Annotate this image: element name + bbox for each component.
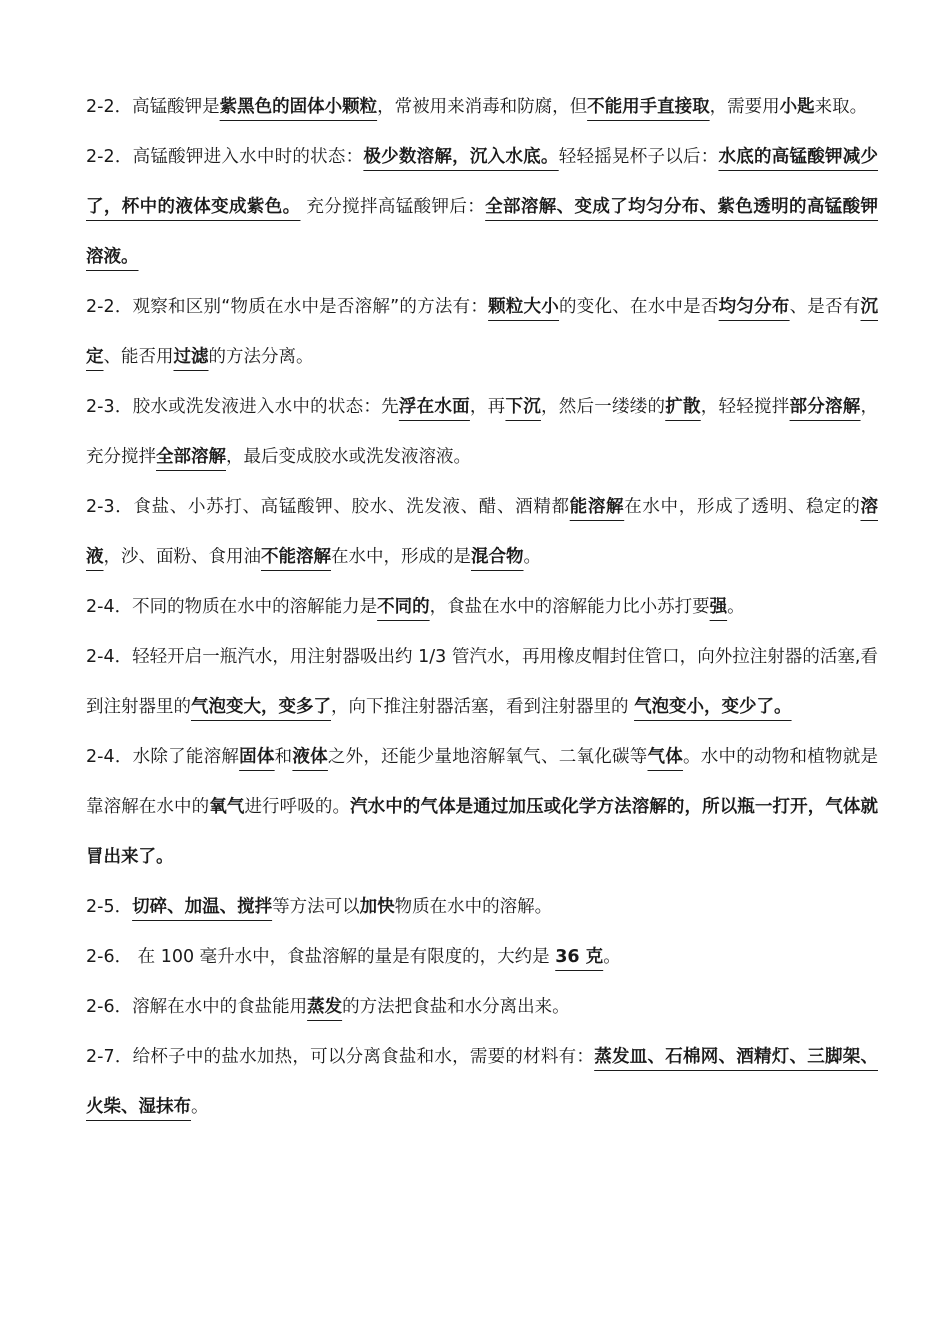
note-text: 2-4．不同的物质在水中的溶解能力是 bbox=[86, 597, 378, 617]
answer-term: 切碎、加温、搅拌 bbox=[132, 897, 273, 917]
answer-term: 液体 bbox=[292, 747, 328, 767]
note-text: 。 bbox=[191, 1097, 209, 1117]
note-text: ，食盐在水中的溶解能力比小苏打要 bbox=[429, 597, 710, 617]
note-text: 2-2．高锰酸钾进入水中时的状态： bbox=[86, 147, 364, 167]
note-text: 和 bbox=[274, 747, 293, 767]
note-text: 。 bbox=[603, 947, 621, 967]
note-paragraph bbox=[86, 932, 878, 982]
note-text: 2-5． bbox=[86, 897, 133, 917]
note-text: 2-2．高锰酸钾是 bbox=[86, 97, 220, 117]
note-text: 轻轻摇晃杯子以后： bbox=[558, 147, 719, 167]
bold-term: 汽水中的气体是通过加压或化学方法溶解的，所以瓶一打开，气体就冒出来了。 bbox=[86, 797, 879, 867]
answer-term: 全部溶解、变成了均匀分布、紫色透明的高锰酸钾溶液。 bbox=[86, 197, 879, 267]
note-text: ，充分搅拌 bbox=[86, 397, 879, 467]
note-paragraph bbox=[86, 132, 878, 282]
answer-term: 不同的 bbox=[377, 597, 430, 617]
note-paragraph bbox=[86, 282, 878, 382]
note-text: 等方法可以 bbox=[272, 897, 360, 917]
note-text: 2-7．给杯子中的盐水加热，可以分离食盐和水，需要的材料有： bbox=[86, 1047, 595, 1067]
answer-term: 强 bbox=[709, 597, 728, 617]
note-text: 2-4．轻轻开启一瓶汽水，用注射器吸出约 1/3 管汽水，再用橡皮帽封住管口，向外拉注射器的活塞,看到注射器里的 bbox=[86, 647, 878, 717]
note-text: 。 bbox=[523, 547, 541, 567]
note-text: 的方法分离。 bbox=[208, 347, 314, 367]
note-text: 充分搅拌高锰酸钾后： bbox=[300, 197, 486, 217]
bold-term: 加快 bbox=[359, 897, 395, 917]
note-paragraph bbox=[86, 632, 878, 732]
note-text: 2-3．食盐、小苏打、高锰酸钾、胶水、洗发液、醋、酒精都 bbox=[86, 497, 570, 517]
note-text: ，向下推注射器活塞，看到注射器里的 bbox=[331, 697, 635, 717]
note-text: 、能否用 bbox=[103, 347, 174, 367]
answer-term: 不能用手直接取 bbox=[587, 97, 710, 117]
note-text: ，轻轻搅拌 bbox=[700, 397, 790, 417]
note-text: 在水中，形成的是 bbox=[331, 547, 471, 567]
note-text: ，然后一缕缕的 bbox=[540, 397, 666, 417]
note-text: 物质在水中的溶解。 bbox=[394, 897, 553, 917]
answer-term: 浮在水面 bbox=[398, 397, 470, 417]
answer-term: 颗粒大小 bbox=[488, 297, 560, 317]
answer-term: 固体 bbox=[239, 747, 275, 767]
note-text: ，常被用来消毒和防腐，但 bbox=[377, 97, 588, 117]
note-text: 2-6．溶解在水中的食盐能用 bbox=[86, 997, 308, 1017]
answer-term: 气泡变大，变多了 bbox=[191, 697, 331, 717]
bold-term: 氧气 bbox=[209, 797, 245, 817]
note-paragraph bbox=[86, 732, 878, 882]
note-text: ，需要用 bbox=[709, 97, 780, 117]
answer-term: 下沉 bbox=[505, 397, 541, 417]
note-paragraph bbox=[86, 882, 878, 932]
note-text: 的变化、在水中是否 bbox=[559, 297, 719, 317]
note-text: 的方法把食盐和水分离出来。 bbox=[342, 997, 570, 1017]
note-text: ，最后变成胶水或洗发液溶液。 bbox=[226, 447, 471, 467]
note-text: 2-6． 在 100 毫升水中，食盐溶解的量是有限度的，大约是 bbox=[86, 947, 556, 967]
answer-term: 部分溶解 bbox=[789, 397, 861, 417]
note-paragraph bbox=[86, 82, 878, 132]
answer-term: 水底的高锰酸钾减少了，杯中的液体变成紫色。 bbox=[86, 147, 879, 217]
answer-term: 气体 bbox=[647, 747, 684, 767]
note-paragraph bbox=[86, 482, 878, 582]
answer-term: 气泡变小，变少了。 bbox=[634, 697, 792, 717]
note-text: 2-4．水除了能溶解 bbox=[86, 747, 240, 767]
answer-term: 溶液 bbox=[86, 497, 878, 567]
study-notes-document bbox=[86, 82, 878, 1132]
note-text: 之外，还能少量地溶解氧气、二氧化碳等 bbox=[327, 747, 648, 767]
note-text: ，再 bbox=[469, 397, 506, 417]
answer-term: 过滤 bbox=[173, 347, 209, 367]
answer-term: 能溶解 bbox=[569, 497, 625, 517]
note-paragraph bbox=[86, 382, 878, 482]
answer-term: 蒸发皿、石棉网、酒精灯、三脚架、火柴、湿抹布 bbox=[86, 1047, 878, 1117]
answer-term: 不能溶解 bbox=[261, 547, 331, 567]
note-paragraph bbox=[86, 982, 878, 1032]
answer-term: 均匀分布 bbox=[718, 297, 790, 317]
answer-term: 扩散 bbox=[665, 397, 701, 417]
note-text: 。 bbox=[727, 597, 745, 617]
note-text: 2-3．胶水或洗发液进入水中的状态：先 bbox=[86, 397, 399, 417]
answer-term: 全部溶解 bbox=[156, 447, 226, 467]
note-text: 、是否有 bbox=[789, 297, 861, 317]
answer-term: 36 克 bbox=[555, 947, 604, 967]
answer-term: 混合物 bbox=[471, 547, 524, 567]
answer-term: 紫黑色的固体小颗粒 bbox=[219, 97, 378, 117]
note-text: ，沙、面粉、食用油 bbox=[103, 547, 261, 567]
answer-term: 蒸发 bbox=[307, 997, 343, 1017]
note-text: 在水中，形成了透明、稳定的 bbox=[624, 497, 861, 517]
note-paragraph bbox=[86, 582, 878, 632]
answer-term: 沉定 bbox=[86, 297, 879, 367]
note-text: 2-2．观察和区别“物质在水中是否溶解”的方法有： bbox=[86, 297, 489, 317]
note-text: 。水中的动物和植物就是靠溶解在水中的 bbox=[86, 747, 879, 817]
note-text: 进行呼吸的。 bbox=[244, 797, 351, 817]
bold-term: 小匙 bbox=[779, 97, 815, 117]
note-paragraph bbox=[86, 1032, 878, 1132]
answer-term: 极少数溶解，沉入水底。 bbox=[363, 147, 559, 167]
note-text: 来取。 bbox=[814, 97, 868, 117]
